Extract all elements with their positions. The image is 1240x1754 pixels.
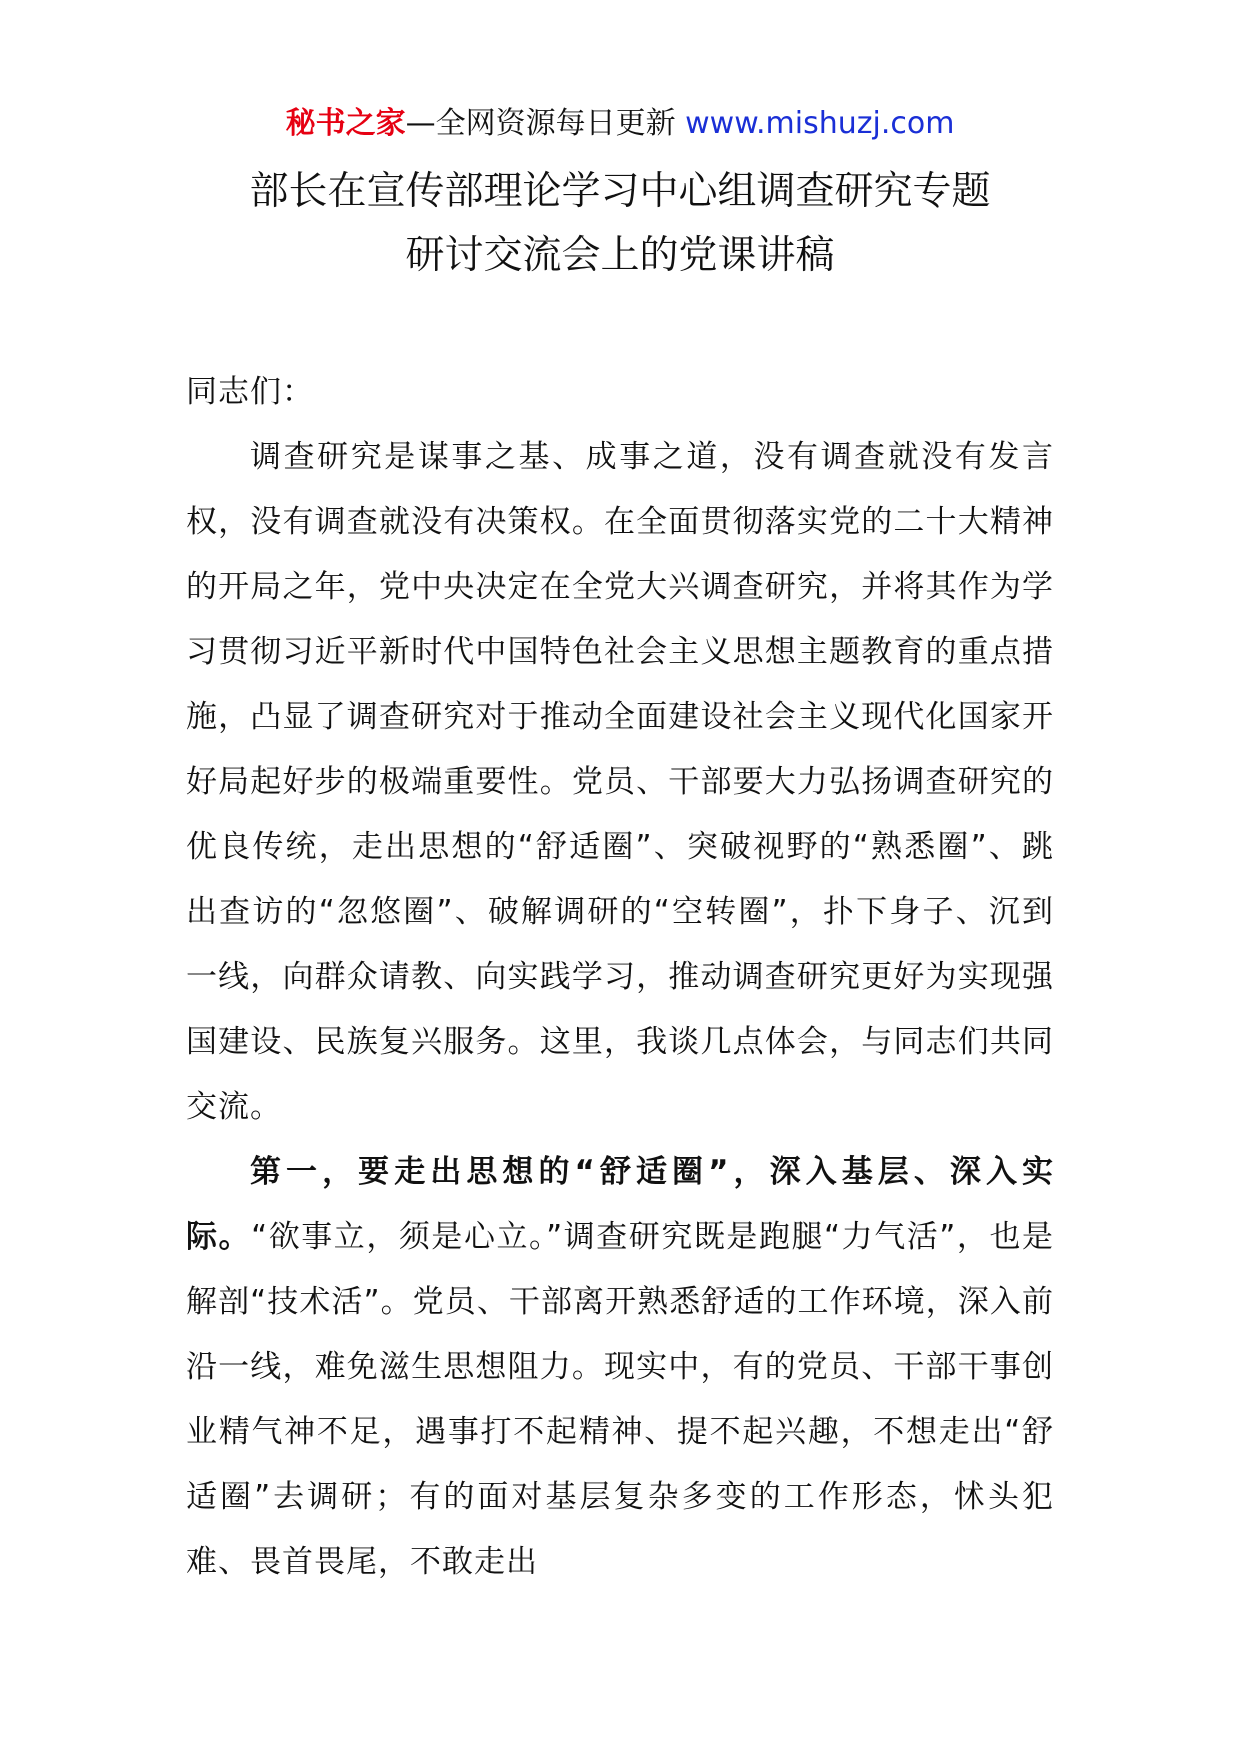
point-one-text: “欲事立，须是心立。”调查研究既是跑腿“力气活”，也是解剖“技术活”。党员、干部离开熟悉舒适的工作环境，深入前沿一线，难免滋生思想阻力。现实中，有的党员、干部干事创业精气神不足，遇事打不起精神、提不起兴趣，不想走出“舒适圈”去调研；有的面对基层复杂多变的工作形态，怵头犯难、畏首畏尾，不敢走出 [186,1219,1054,1580]
banner-tagline: —全网资源每日更新 [405,106,676,141]
paragraph-point-one [186,1140,1054,1595]
title-line-1: 部长在宣传部理论学习中心组调查研究专题 [249,169,991,214]
site-url-link[interactable]: www.mishuzj.com [685,106,955,141]
point-one-heading: 第一，要走出思想的“舒适圈”，深入基层、深入实际。 [186,1154,1054,1255]
salutation: 同志们： [186,374,314,410]
document-body [186,360,1054,1595]
site-banner [0,102,1240,146]
title-line-2: 研讨交流会上的党课讲稿 [405,233,835,278]
document-title [0,160,1240,288]
brand-name: 秘书之家 [285,106,406,141]
paragraph-intro: 调查研究是谋事之基、成事之道，没有调查就没有发言权，没有调查就没有决策权。在全面贯彻落实党的二十大精神的开局之年，党中央决定在全党大兴调查研究，并将其作为学习贯彻习近平新时代中国特色社会主义思想主题教育的重点措施，凸显了调查研究对于推动全面建设社会主义现代化国家开好局起好步的极端重要性。党员、干部要大力弘扬调查研究的优良传统，走出思想的“舒适圈”、突破视野的“熟悉圈”、跳出查访的“忽悠圈”、破解调研的“空转圈”，扑下身子、沉到一线，向群众请教、向实践学习，推动调查研究更好为实现强国建设、民族复兴服务。这里，我谈几点体会，与同志们共同交流。 [186,439,1054,1125]
